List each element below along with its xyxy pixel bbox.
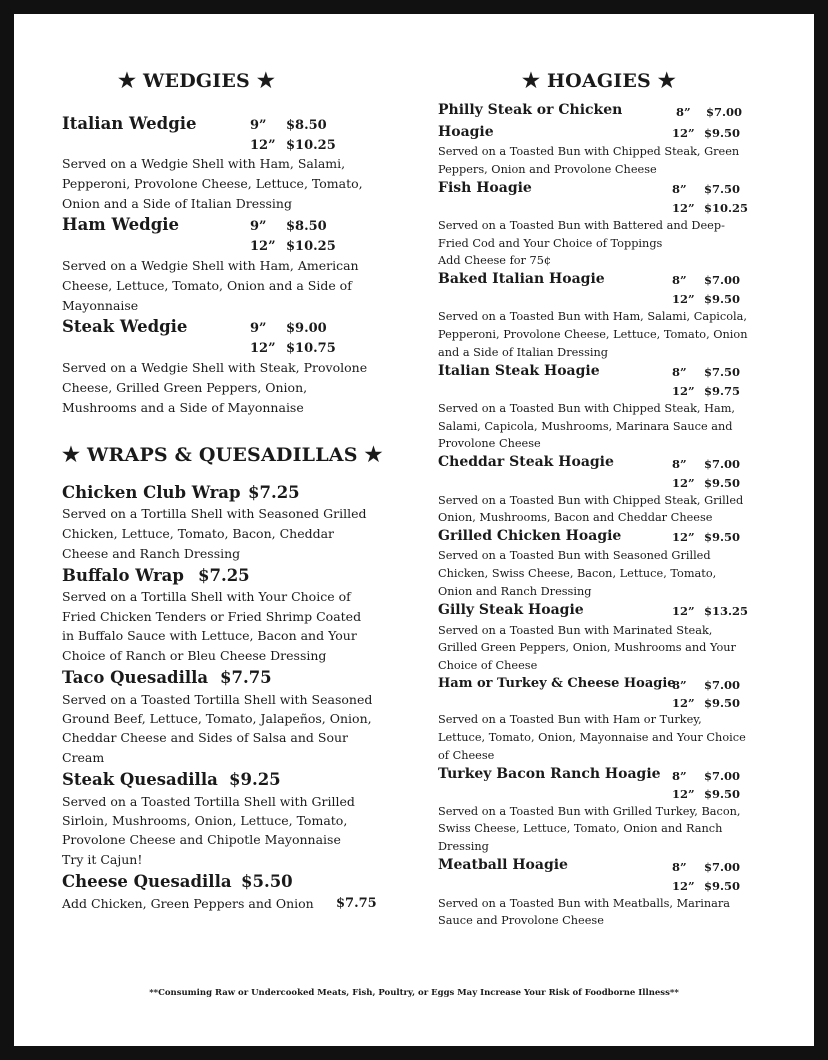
item-description: Sauce and Provolone Cheese <box>438 914 604 927</box>
item-size: 12” <box>672 126 695 140</box>
item-description: Swiss Cheese, Lettuce, Tomato, Onion and Ranch <box>438 822 723 835</box>
item-size: 8” <box>672 273 687 287</box>
item-size: 9” <box>250 219 267 234</box>
item-name: Italian Steak Hoagie <box>438 363 600 379</box>
star-icon: ★ <box>657 68 676 92</box>
item-description: Ground Beef, Lettuce, Tomato, Jalapeños, Onion, <box>62 711 372 726</box>
item-description: Onion, Mushrooms, Bacon and Cheddar Cheese <box>438 511 713 524</box>
item-description: Served on a Toasted Bun with Chipped Steak, Green <box>438 145 740 158</box>
item-size: 12” <box>672 292 695 306</box>
item-price: $9.50 <box>704 696 741 710</box>
item-description: Add Chicken, Green Peppers and Onion <box>62 896 314 911</box>
item-size: 8” <box>672 769 687 783</box>
item-price: $9.50 <box>704 476 741 490</box>
item-description: Cheese, Grilled Green Peppers, Onion, <box>62 380 308 395</box>
item-price: $9.50 <box>704 879 741 893</box>
hoagies-heading <box>522 68 676 92</box>
item-size: 12” <box>672 879 695 893</box>
item-name: Steak Wedgie <box>62 317 188 336</box>
item-price: $10.25 <box>704 201 749 215</box>
star-icon: ★ <box>364 442 383 466</box>
item-price: $10.25 <box>286 239 336 254</box>
wraps-title: WRAPS & QUESADILLAS <box>86 444 358 466</box>
item-description: Served on a Toasted Bun with Marinated Steak, <box>438 624 713 637</box>
wraps-heading <box>62 442 383 466</box>
item-description: Served on a Toasted Bun with Seasoned Grilled <box>438 549 711 562</box>
item-price: $7.00 <box>704 457 741 471</box>
item-name: Chicken Club Wrap <box>62 483 241 502</box>
item-size: 8” <box>676 105 691 119</box>
item-name: Grilled Chicken Hoagie <box>438 528 622 544</box>
item-description: Dressing <box>438 840 489 853</box>
star-icon: ★ <box>256 68 275 92</box>
item-description: Lettuce, Tomato, Onion, Mayonnaise and Your Choice <box>438 731 746 744</box>
item-name: Meatball Hoagie <box>438 857 568 873</box>
item-price: $7.25 <box>248 483 300 502</box>
item-price: $8.50 <box>286 118 327 133</box>
item-description: Mayonnaise <box>62 298 139 313</box>
item-name: Steak Quesadilla <box>62 770 218 789</box>
item-description: Cream <box>62 750 105 765</box>
item-price: $7.00 <box>706 105 743 119</box>
item-name: Hoagie <box>438 124 494 140</box>
item-price: $7.50 <box>704 182 741 196</box>
item-description: Served on a Tortilla Shell with Seasoned Grilled <box>62 506 367 521</box>
item-price: $7.00 <box>704 769 741 783</box>
star-icon: ★ <box>62 442 81 466</box>
item-price: $7.00 <box>704 273 741 287</box>
item-description: Served on a Toasted Tortilla Shell with Grilled <box>62 794 355 809</box>
star-icon: ★ <box>522 68 541 92</box>
addon-price: $7.75 <box>336 896 377 911</box>
item-description: Served on a Toasted Bun with Chipped Steak, Grilled <box>438 494 744 507</box>
item-description: Pepperoni, Provolone Cheese, Lettuce, Tomato, <box>62 176 363 191</box>
item-description: Mushrooms and a Side of Mayonnaise <box>62 400 304 415</box>
item-description: Fried Cod and Your Choice of Toppings <box>438 237 663 250</box>
item-price: $9.75 <box>704 384 741 398</box>
item-description: Onion and a Side of Italian Dressing <box>62 196 292 211</box>
item-description: Served on a Toasted Bun with Grilled Turkey, Bacon, <box>438 805 741 818</box>
item-size: 12” <box>250 138 276 153</box>
item-price: $9.50 <box>704 126 741 140</box>
item-price: $7.00 <box>704 678 741 692</box>
item-size: 8” <box>672 457 687 471</box>
item-description: Choice of Cheese <box>438 659 538 672</box>
item-size: 8” <box>672 678 687 692</box>
menu-page <box>14 14 814 1046</box>
item-price: $9.00 <box>286 321 327 336</box>
item-description: in Buffalo Sauce with Lettuce, Bacon and Your <box>62 628 357 643</box>
item-size: 9” <box>250 321 267 336</box>
hoagies-title: HOAGIES <box>546 70 651 92</box>
item-description: Served on a Tortilla Shell with Your Choice of <box>62 589 351 604</box>
item-description: and a Side of Italian Dressing <box>438 346 609 359</box>
item-price: $10.75 <box>286 341 336 356</box>
item-name: Italian Wedgie <box>62 114 197 133</box>
item-description: Salami, Capicola, Mushrooms, Marinara Sauce and <box>438 420 733 433</box>
item-name: Buffalo Wrap <box>62 566 184 585</box>
item-description: Provolone Cheese and Chipotle Mayonnaise <box>62 832 341 847</box>
item-size: 12” <box>250 341 276 356</box>
item-name: Baked Italian Hoagie <box>438 271 605 287</box>
item-size: 12” <box>672 604 695 618</box>
item-name: Ham or Turkey & Cheese Hoagie <box>438 676 676 691</box>
item-size: 8” <box>672 365 687 379</box>
item-size: 8” <box>672 860 687 874</box>
item-name: Philly Steak or Chicken <box>438 102 623 118</box>
star-icon: ★ <box>118 68 137 92</box>
item-description: Fried Chicken Tenders or Fried Shrimp Coated <box>62 609 362 624</box>
item-name: Cheddar Steak Hoagie <box>438 454 614 470</box>
item-size: 8” <box>672 182 687 196</box>
item-description: Served on a Wedgie Shell with Ham, Salami, <box>62 156 346 171</box>
item-price: $7.00 <box>704 860 741 874</box>
item-description: Chicken, Lettuce, Tomato, Bacon, Cheddar <box>62 526 335 541</box>
item-description: Served on a Toasted Bun with Battered and Deep- <box>438 219 725 232</box>
item-description: Served on a Wedgie Shell with Steak, Provolone <box>62 360 368 375</box>
item-name: Fish Hoagie <box>438 180 532 196</box>
item-price: $9.50 <box>704 292 741 306</box>
item-size: 12” <box>672 476 695 490</box>
item-description: Try it Cajun! <box>62 852 143 867</box>
item-price: $13.25 <box>704 604 749 618</box>
item-description: Served on a Toasted Tortilla Shell with Seasoned <box>62 692 373 707</box>
item-description: Served on a Toasted Bun with Ham, Salami, Capicola, <box>438 310 747 323</box>
item-name: Taco Quesadilla <box>62 668 209 687</box>
item-price: $5.50 <box>241 872 293 891</box>
item-name: Cheese Quesadilla <box>62 872 232 891</box>
item-size: 12” <box>672 696 695 710</box>
item-price: $8.50 <box>286 219 327 234</box>
item-description: Cheese and Ranch Dressing <box>62 546 241 561</box>
item-size: 12” <box>250 239 276 254</box>
item-price: $7.25 <box>198 566 250 585</box>
food-safety-disclaimer: **Consuming Raw or Undercooked Meats, Fish, Poultry, or Eggs May Increase Your Risk of Foodborne Illness** <box>149 988 679 998</box>
item-size: 12” <box>672 384 695 398</box>
item-description: Onion and Ranch Dressing <box>438 585 592 598</box>
item-description: Sirloin, Mushrooms, Onion, Lettuce, Tomato, <box>62 813 348 828</box>
item-description: Cheese, Lettuce, Tomato, Onion and a Side of <box>62 278 352 293</box>
item-price: $9.25 <box>229 770 281 789</box>
item-price: $9.50 <box>704 530 741 544</box>
item-price: $10.25 <box>286 138 336 153</box>
item-price: $7.75 <box>220 668 272 687</box>
item-size: 9” <box>250 118 267 133</box>
item-description: Served on a Wedgie Shell with Ham, American <box>62 258 359 273</box>
item-description: of Cheese <box>438 749 495 762</box>
item-description: Peppers, Onion and Provolone Cheese <box>438 163 657 176</box>
wedgies-title: WEDGIES <box>142 70 250 92</box>
item-name: Gilly Steak Hoagie <box>438 602 584 618</box>
item-description: Served on a Toasted Bun with Meatballs, Marinara <box>438 897 731 910</box>
item-size: 12” <box>672 530 695 544</box>
item-description: Provolone Cheese <box>438 437 541 450</box>
item-description: Served on a Toasted Bun with Chipped Steak, Ham, <box>438 402 736 415</box>
item-size: 12” <box>672 787 695 801</box>
item-price: $9.50 <box>704 787 741 801</box>
item-name: Ham Wedgie <box>62 215 180 234</box>
item-description: Grilled Green Peppers, Onion, Mushrooms and Your <box>438 641 736 654</box>
item-description: Pepperoni, Provolone Cheese, Lettuce, Tomato, Onion <box>438 328 748 341</box>
item-description: Cheddar Cheese and Sides of Salsa and Sour <box>62 730 349 745</box>
item-description: Served on a Toasted Bun with Ham or Turkey, <box>438 713 702 726</box>
wedgies-heading <box>118 68 275 92</box>
item-name: Turkey Bacon Ranch Hoagie <box>438 766 661 782</box>
item-description: Add Cheese for 75¢ <box>438 254 552 267</box>
item-description: Choice of Ranch or Bleu Cheese Dressing <box>62 648 327 663</box>
item-price: $7.50 <box>704 365 741 379</box>
item-size: 12” <box>672 201 695 215</box>
item-description: Chicken, Swiss Cheese, Bacon, Lettuce, Tomato, <box>438 567 717 580</box>
